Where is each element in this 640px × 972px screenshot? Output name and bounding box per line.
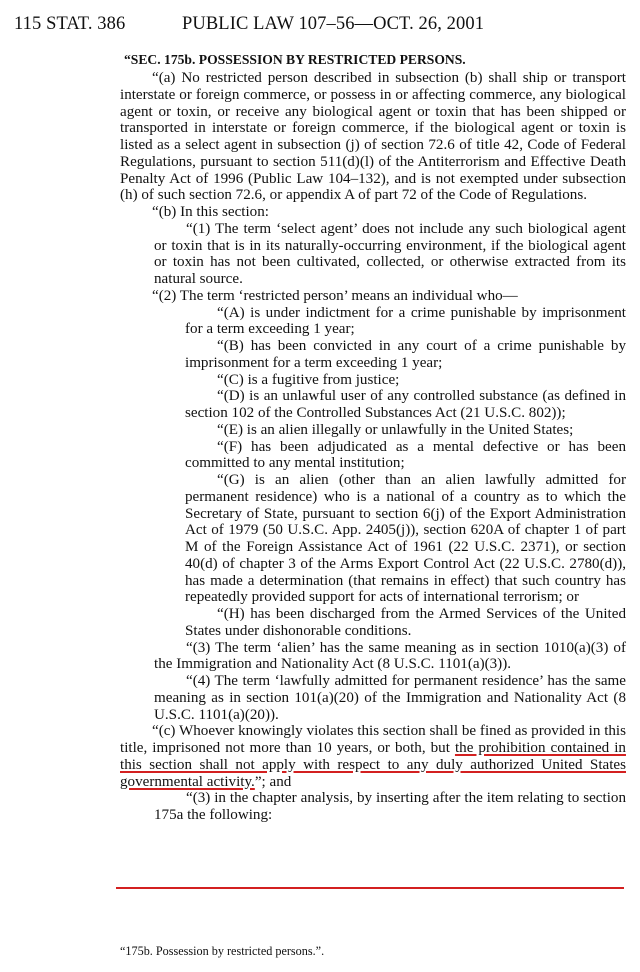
paragraph-c-end: ”; and: [254, 773, 292, 790]
clause-C: “(C) is a fugitive from justice;: [217, 371, 400, 388]
clause-H: “(H) has been discharged from the Armed Services of the United States under dishonorable conditions.: [185, 606, 626, 639]
paragraph-b-4: “(4) The term ‘lawfully admitted for permanent residence’ has the same meaning as in section 101(a)(20) of the Immigration and Nationality Act (8 U.S.C. 1101(a)(20)).: [154, 673, 626, 723]
chapter-analysis-item: “175b. Possession by restricted persons.”.: [120, 944, 325, 958]
section-title: “SEC. 175b. POSSESSION BY RESTRICTED PERSONS.: [124, 52, 466, 67]
paragraph-c-text: “(c) Whoever knowingly violates this section shall be fined as provided in this title, imprisoned not more than 10 years, or both, but: [120, 723, 626, 756]
red-annotation-line: [116, 887, 624, 889]
paragraph-b-1: “(1) The term ‘select agent’ does not include any such biological agent or toxin that is in its naturally-occurring environment, if the biological agent or toxin has not been cultivated, collected, or otherwise extracted from its natural source.: [154, 220, 626, 287]
statute-body: [120, 70, 626, 824]
paragraph-b-2: “(2) The term ‘restricted person’ means an individual who—: [152, 287, 518, 304]
paragraph-b: “(b) In this section:: [152, 204, 269, 220]
amendment-3: “(3) in the chapter analysis, by inserting after the item relating to section 175a the following:: [154, 790, 626, 823]
clause-E: “(E) is an alien illegally or unlawfully in the United States;: [217, 421, 574, 438]
highlighted-text: the prohibition contained in this section shall not apply with respect to any duly authorized United States governmental activity.: [120, 740, 626, 790]
paragraph-a: “(a) No restricted person described in subsection (b) shall ship or transport interstate or foreign commerce, or possess in or affecting commerce, any biological agent or toxin, or receive any biological agent or toxin that has been shipped or transported in interstate or foreign commerce, if the biological agent or toxin is listed as a select agent in subsection (j) of section 72.6 of title 42, Code of Federal Regulations, pursuant to section 511(d)(l) of the Antiterrorism and Effective Death Penalty Act of 1996 (Public Law 104–132), and is not exempted under subsection (h) of such section 72.6, or appendix A of part 72 of the Code of Regulations.: [120, 70, 626, 204]
stat-page-number: 115 STAT. 386: [14, 14, 126, 34]
clause-G: “(G) is an alien (other than an alien lawfully admitted for permanent residence) who is a national of a country as to which the Secretary of State, pursuant to section 6(j) of the Export Administration Act of 1979 (50 U.S.C. App. 2405(j)), section 620A of chapter 1 of part M of the Foreign Assistance Act of 1961 (22 U.S.C. 2371), or section 40(d) of chapter 3 of the Arms Export Control Act (22 U.S.C. 2780(d)), has made a determination (that remains in effect) that such country has repeatedly provided support for acts of international terrorism; or: [185, 472, 626, 606]
clause-F: “(F) has been adjudicated as a mental defective or has been committed to any mental institution;: [185, 438, 626, 472]
public-law-citation: PUBLIC LAW 107–56—OCT. 26, 2001: [182, 14, 485, 34]
clause-A: “(A) is under indictment for a crime punishable by imprisonment for a term exceeding 1 year;: [185, 304, 626, 338]
paragraph-c: [120, 723, 626, 790]
clause-B: “(B) has been convicted in any court of a crime punishable by imprisonment for a term exceeding 1 year;: [185, 338, 626, 371]
clause-D: “(D) is an unlawful user of any controlled substance (as defined in section 102 of the Controlled Substances Act (21 U.S.C. 802));: [185, 388, 626, 421]
paragraph-b-3: “(3) The term ‘alien’ has the same meaning as in section 1010(a)(3) of the Immigration and Nationality Act (8 U.S.C. 1101(a)(3)).: [154, 639, 626, 673]
